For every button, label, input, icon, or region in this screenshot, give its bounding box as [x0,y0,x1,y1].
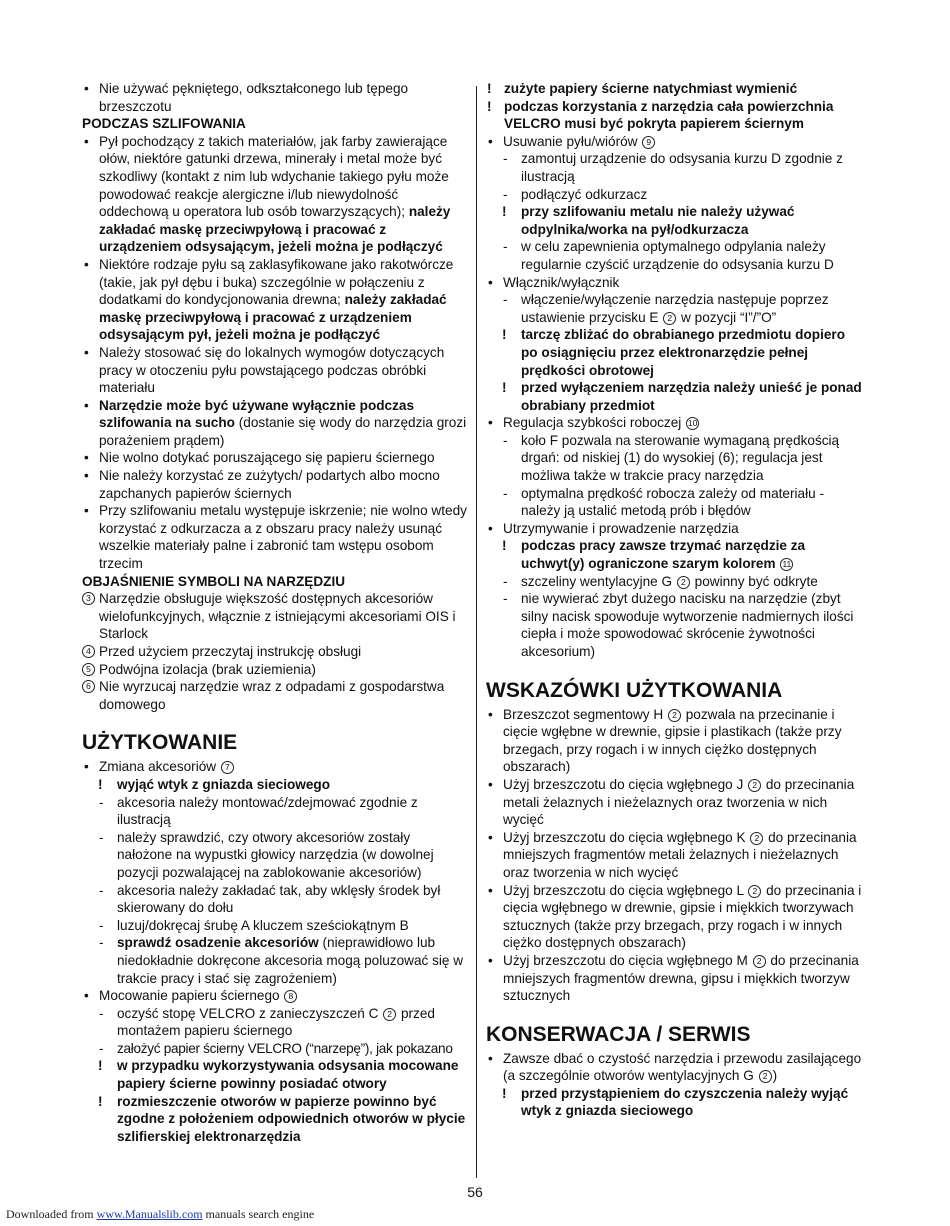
bold-text: należy zakładać maskę przeciwpyłową i pracować z urządzeniem odsysającym, jeżeli można je podłączyć [99,204,451,255]
warning-item [82,776,468,794]
symbol-number-icon: 5 [82,663,95,676]
text: Usuwanie pyłu/wiórów [503,133,642,149]
bullet-item [82,397,468,450]
warning-item [486,1085,862,1120]
bold-text: należy zakładać maskę przeciwpyłową i pracować z urządzeniem odsysającym pył, jeżeli można je podłączyć [99,292,447,343]
text: optymalna prędkość robocza zależy od materiału - należy ją ustalić metodą prób i błędów [521,485,824,519]
dash-item [82,934,468,987]
figure-reference-icon: 11 [780,558,793,571]
warning-item [486,203,862,238]
text: Mocowanie papieru ściernego [99,988,284,1004]
page-number: 56 [467,1184,483,1200]
bold-text: przed przystąpieniem do czyszczenia należy wyjąć wtyk z gniazda sieciowego [521,1085,849,1119]
text: nie wywierać zbyt dużego nacisku na narzędzie (zbyt silny nacisk spowoduje wytworzenie nadmiernych ilości ciepła i może spowodować skrócenie żywotności akcesorium) [521,591,854,659]
text: Użyj brzeszczotu do cięcia wgłębnego L [503,882,748,898]
symbol-item [82,643,468,661]
bullet-item [82,256,468,344]
text: Zmiana akcesoriów [99,759,220,775]
footer [6,1207,314,1222]
text: akcesoria należy zakładać tak, aby wklęsły środek był skierowany do dołu [117,882,441,916]
subheading [82,573,468,591]
figure-reference-icon: 8 [284,990,297,1003]
text: Regulacja szybkości roboczej [503,415,686,431]
text: pozwala na przecinanie i cięcie wgłębne w drewnie, gipsie i plastikach (także przy brzegach, przy rogach i w innych ciężko dostępnych obszarach) [503,706,842,775]
text: Podwójna izolacja (brak uziemienia) [99,661,316,677]
bold-text: KONSERWACJA / SERWIS [486,1022,751,1046]
text: założyć papier ścierny VELCRO (“narzepę”), jak pokazano [117,1040,453,1056]
bold-text: zużyte papiery ścierne natychmiast wymienić [504,81,798,96]
dash-item [486,238,862,273]
bullet-item [486,133,862,151]
text: do przecinania metali żelaznych i nieżelaznych oraz tworzenia w nich wycięć [503,776,855,828]
bullet-item [82,344,468,397]
text: koło F pozwala na sterowanie wymaganą prędkością drgań: od niskiej (1) do wysokiej (6); regulacja jest możliwa także w trakcie pracy narzędzia [521,432,840,484]
bullet-item [486,882,862,952]
text: w celu zapewnienia optymalnego odpylania należy regularnie czyścić urządzenie do odsysania kurzu D [521,239,834,272]
text: oczyść stopę VELCRO z zanieczyszczeń C [117,1005,383,1021]
text: Użyj brzeszczotu do cięcia wgłębnego J [503,776,748,792]
figure-reference-icon: 2 [759,1070,772,1083]
text: Włącznik/wyłącznik [503,274,620,290]
figure-reference-icon: 2 [677,576,690,589]
text: Utrzymywanie i prowadzenie narzędzia [503,520,739,536]
left-column [82,80,468,1145]
warning-item [486,379,862,414]
warning-item [486,537,862,572]
text: Nie używać pękniętego, odkształconego lub tępego brzeszczotu [99,81,409,114]
warning-item [82,1093,468,1146]
symbol-number-icon: 4 [82,645,95,658]
footer-prefix: Downloaded from [6,1207,97,1221]
figure-reference-icon: 2 [668,709,681,722]
symbol-item [82,661,468,679]
text: Przy szlifowaniu metalu występuje iskrzenie; nie wolno wtedy korzystać z odkurzacza a z obszaru pracy należy usunąć wszelkie materiały palne i zabronić tam wstępu osobom trzecim [99,503,467,572]
bullet-item [82,449,468,467]
text: szczeliny wentylacyjne G [521,573,676,589]
bold-text: wyjąć wtyk z gniazda sieciowego [117,776,331,792]
dash-item [486,590,862,660]
figure-reference-icon: 2 [748,885,761,898]
text: Użyj brzeszczotu do cięcia wgłębnego M [503,952,752,968]
bullet-item [486,829,862,882]
bold-text: sprawdź osadzenie akcesoriów [117,935,319,951]
figure-reference-icon: 2 [383,1008,396,1021]
dash-item [82,1005,468,1040]
warning-item [82,1057,468,1092]
bold-text: WSKAZÓWKI UŻYTKOWANIA [486,678,783,702]
bold-text: tarczę zbliżać do obrabianego przedmiotu dopiero po osiągnięciu przez elektronarzędzie pełnej prędkości obrotowej [521,327,846,378]
bullet-item [82,133,468,256]
text: akcesoria należy montować/zdejmować zgodnie z ilustracją [117,794,418,828]
bold-text: UŻYTKOWANIE [82,731,238,755]
text: Nie należy korzystać ze zużytych/ podartych albo mocno zapchanych papierów ściernych [99,468,440,501]
symbol-number-icon: 6 [82,680,95,693]
column-divider [476,86,477,1178]
bullet-item [82,502,468,572]
bullet-item [486,414,862,432]
warning-item [486,80,862,98]
subheading [82,115,468,133]
warning-item [486,326,862,379]
symbol-item [82,678,468,713]
bold-text: przy szlifowaniu metalu nie należy używać odpylnika/worka na pył/odkurzacza [521,204,795,237]
dash-item [486,485,862,520]
text: włączenie/wyłączenie narzędzia następuje poprzez ustawienie przycisku E [521,292,829,325]
bullet-item [486,520,862,538]
bold-text: przed wyłączeniem narzędzia należy unieść je ponad obrabiany przedmiot [521,380,862,413]
bold-text: PODCZAS SZLIFOWANIA [82,116,246,132]
bullet-item [486,1050,862,1085]
bold-text: rozmieszczenie otworów w papierze powinno być zgodne z położeniem odpowiednich otworów w płycie szlifierskiej elektronarzędzia [117,1093,466,1144]
bullet-item [486,274,862,292]
text: (dostanie się wody do narzędzia grozi porażeniem prądem) [99,415,467,448]
bullet-item [486,952,862,1005]
figure-reference-icon: 2 [663,312,676,325]
warning-item [486,98,862,133]
section-heading [486,678,862,704]
dash-item [82,794,468,829]
dash-item [486,186,862,204]
dash-item [486,291,862,326]
dash-item [486,573,862,591]
text: powinny być odkryte [690,573,818,589]
manualslib-link[interactable]: www.Manualslib.com [96,1207,203,1221]
dash-item [82,829,468,882]
figure-reference-icon: 7 [221,761,234,774]
text: luzuj/dokręcaj śrubę A kluczem sześciokątnym B [117,917,409,933]
text: Nie wolno dotykać poruszającego się papieru ściernego [99,450,435,466]
footer-suffix: manuals search engine [202,1207,315,1221]
bold-text: podczas pracy zawsze trzymać narzędzie za uchwyt(y) ograniczone szarym kolorem [521,538,806,572]
text: do przecinania i cięcia wgłębnego w drewnie, gipsie i miękkich tworzywach sztucznych (także przy brzegach, przy rogach i w innych ciężko dostępnych obszarach) [503,882,862,951]
text: do przecinania mniejszych fragmentów drewna, gipsu i miękkich tworzyw sztucznych [503,952,859,1004]
bold-text: podczas korzystania z narzędzia cała powierzchnia VELCRO musi być pokryta papierem ściernym [504,98,834,132]
bold-text: Narzędzie może być używane wyłącznie podczas szlifowania na sucho [99,397,415,431]
text: należy sprawdzić, czy otwory akcesoriów zostały nałożone na wypustki głowicy narzędzia (w dowolnej pozycji pozwalającej na zablokowanie akcesoriów) [117,829,434,880]
text: Pył pochodzący z takich materiałów, jak farby zawierające ołów, niektóre gatunki drzewa, minerały i metal może być szkodliwy (kontakt z nim lub wdychanie takiego pyłu może powodować reakcje alergiczne i/lub niewydolność oddechową u operatora lub osób towarzyszących); [99,133,449,220]
bold-text: OBJAŚNIENIE SYMBOLI NA NARZĘDZIU [82,573,346,589]
text: Nie wyrzucaj narzędzie wraz z odpadami z gospodarstwa domowego [99,679,445,712]
bold-text: w przypadku wykorzystywania odsysania mocowane papiery ścierne powinny posiadać otwory [117,1058,459,1092]
figure-reference-icon: 2 [750,832,763,845]
text: (nieprawidłowo lub niedokładnie dokręcone akcesoria mogą poluzować się w trakcie pracy i stać się zagrożeniem) [117,935,464,986]
bullet-item [486,776,862,829]
text: zamontuj urządzenie do odsysania kurzu D zgodnie z ilustracją [521,151,843,184]
section-heading [82,730,468,756]
text: Brzeszczot segmentowy H [503,706,667,722]
text: podłączyć odkurzacz [521,186,648,202]
bullet-item [82,467,468,502]
text: ) [772,1068,778,1084]
text: Narzędzie obsługuje większość dostępnych akcesoriów wielofunkcyjnych, włącznie z istniejącymi akcesoriami OIS i Starlock [99,591,456,642]
right-column [486,80,862,1120]
text: Należy stosować się do lokalnych wymogów dotyczących pracy w otoczeniu pyłu powstającego podczas obróbki materiału [99,344,445,396]
dash-item [82,1040,468,1058]
text: w pozycji “I”/”O” [677,309,777,325]
figure-reference-icon: 2 [748,779,761,792]
symbol-number-icon: 3 [82,592,95,605]
figure-reference-icon: 2 [753,955,766,968]
bullet-item [82,80,468,115]
text: Przed użyciem przeczytaj instrukcję obsługi [99,644,362,659]
figure-reference-icon: 10 [687,418,698,429]
text: przed montażem papieru ściernego [117,1005,435,1039]
dash-item [486,432,862,485]
figure-reference-icon: 9 [642,136,655,149]
text: Niektóre rodzaje pyłu są zaklasyfikowane jako rakotwórcze (takie, jak pył dębu i buka) szczególnie w połączeniu z dodatkami do kondycjonowania drewna; [99,256,454,308]
dash-item [486,150,862,185]
bullet-item [82,987,468,1005]
symbol-item [82,590,468,643]
section-heading [486,1022,862,1048]
text: Zawsze dbać o czystość narzędzia i przewodu zasilającego (a szczególnie otworów wentylacyjnych G [503,1050,862,1084]
text: Użyj brzeszczotu do cięcia wgłębnego K [503,829,750,845]
bullet-item [486,706,862,776]
text: do przecinania mniejszych fragmentów metali żelaznych i nieżelaznych oraz tworzenia w nich wycięć [503,829,857,880]
dash-item [82,917,468,935]
bullet-item [82,758,468,776]
dash-item [82,882,468,917]
